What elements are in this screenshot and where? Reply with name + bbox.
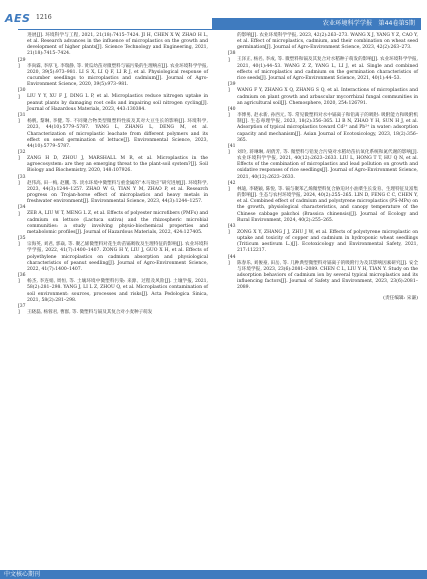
reference-text: 杨杰, 李连娟, 周恒, 等. 土壤环境中微塑料污染: 来源、过程及风险[J]. 土壤学报, 2021, 58(2):281–298. YANG J, LI L Z, ZHOU Q, et al. Microplastics contamination of soil environment: sources, processes and risks[J]. Acta Pedologica Sinica, 2021, 58(2):281–298. — [27, 279, 208, 303]
reference-number: [42] — [228, 180, 236, 192]
editor-note: (责任编辑: 宋谦) — [383, 295, 418, 301]
reference-number: [32] — [18, 149, 26, 162]
reference-number: [43] — [228, 223, 236, 235]
reference-number: [36] — [18, 273, 26, 285]
journal-title-bar: 农业环境科学学报 第44卷第5期 — [212, 18, 421, 29]
reference-entry — [228, 255, 418, 292]
reference-text: 王泽正, 杨名, 李成, 等. 微塑料和镉及其复合对水稻种子萌发的影响[J]. 农业环境科学学报, 2021, 40(1):44–53. WANG Z Z, YANG L, LI J, et al. Single and combined effects of microplastics and cadmium on the germination characteristics of rice seeds[J]. Journal of Agro-Environment Science, 2021, 40(1):44–53. — [237, 57, 418, 82]
reference-number: [34] — [18, 205, 26, 217]
reference-entry — [18, 273, 208, 304]
reference-number: [40] — [228, 106, 236, 119]
reference-text: 陈春乐, 刘俊豪, 田岳, 等. 几种典型微塑料对镉离子的吸附行为及其影响因素研究[J]. 安全与环境学报, 2023, 23(6):2081–2089. CHEN C L, LIU Y H, TIAN Y. Study on the adsorption behaviors of cadmium ion by several typical microplastics and its influencing factors[J]. Journal of Safety and Environment, 2023, 23(6):2081–2089. — [237, 260, 418, 291]
reference-entry — [228, 144, 418, 181]
header-rule — [18, 29, 421, 30]
reference-entry — [18, 58, 208, 89]
reference-text: 宗海英, 刘君, 郭焱, 等. 聚乙烯微塑料对花生幼苗镉吸收及生理特征的影响[J]. 农业环境科学学报, 2022, 41(7):1400–1407. ZONG H Y, LIU J, GUO X H, et al. Effects of polyethylene microplastics on cadmium absorption and physiological characteristics of peanut seedling[J]. Journal of Agro-Environment Science, 2022, 41(7):1400–1407. — [27, 242, 208, 272]
page-number: 1216 — [36, 14, 52, 21]
reference-number: [38] — [228, 51, 236, 63]
reference-column-left — [18, 33, 208, 316]
reference-entry — [228, 82, 418, 107]
reference-entry — [228, 33, 418, 51]
reference-text: 林迪, 李晓颖, 陈悦, 等. 镉与聚苯乙烯微塑料复合胁迫对小油菜生长发育、生理特征及富集的影响[J]. 生态与农村环境学报, 2024, 40(2):255–265. LIN D, FENG C C, CHEN Y, et al. Combined effect of cadmium and polystyrene microplastics (PS-MPs) on the growth, physiological characteristics, and canopy temperature of the Chinese cabbage pakchoi (Brassica chinensis)[J]. Journal of Ecology and Rural Environment, 2024, 40(2):255–265. — [237, 186, 418, 223]
reference-number: [30] — [18, 88, 26, 100]
reference-entry — [228, 181, 418, 224]
reference-number: [41] — [228, 143, 236, 155]
reference-entry — [18, 33, 208, 58]
reference-text: WANG F Y, ZHANG X Q, ZHANG S Q, et al. Interactions of microplastics and cadmium on plant growth and arbuscular mycorrhizal fungal communities in an agricultural soil[J]. Chemosphere, 2020, 254:126791. — [237, 88, 418, 106]
reference-entry — [18, 205, 208, 236]
reference-number: [29] — [18, 57, 26, 69]
reference-number: [31] — [18, 113, 26, 125]
reference-entry — [18, 150, 208, 175]
reference-text: 进展[J]. 环境科学与工程, 2021, 21(18):7415–7424. JI H, CHEN X W, ZHAO H L, et al. Research advances in the influence of microplastics on the growth and development of higher plants[J]. Science Technology and Engineering, 2021, 21(18):7415–7424. — [27, 33, 208, 57]
reference-text: ZEB A, LIU W T, MENG L Z, et al. Effects of polyester microfibers (PMFs) and cadmium on lettuce (Lactuca sativa) and the rhizospheric microbial communities: a study involving physio-biochemical properties and metabolomic profiles[J]. Journal of Hazardous Materials, 2022, 424:127405. — [27, 211, 208, 235]
reference-text: LIU Y Y, XU F J, DING L P, et al. Microplastics reduce nitrogen uptake in peanut plants by damaging root cells and impairing soil nitrogen cycling[J]. Journal of Hazardous Materials, 2023, 443:130384. — [27, 94, 208, 112]
reference-entry — [18, 88, 208, 113]
reference-number: [35] — [18, 236, 26, 248]
reference-text: 赵伟高, 田一梅, 赵鹏, 等. 淡水环境中微塑料与重金属的“木马效应”研究进展[J]. 环境科学, 2023, 44(3):1244–1257. ZHAO W G, TIAN Y M, ZHAO P, et al. Research progress on Trojan-horse effect of microplastics and heavy metals in freshwater environment[J]. Environmental Science, 2023, 44(3):1244–1257. — [27, 180, 208, 205]
reference-entry — [18, 113, 208, 150]
footer-band — [0, 570, 427, 579]
reference-text: 的影响[J]. 农业环境科学学报, 2023, 42(2):263–273. WANG X J, YANG Y Z, CAO Y, et al. Effect of microplastics, cadmium, and their combination on wheat seed germination[J]. Journal of Agro-Environment Science, 2023, 42(2):263–273. — [237, 33, 418, 51]
reference-text: 杨帆, 黎琳, 李健, 等. 不同聚合物类型微塑料性质及其对大豆生长的影响[J]. 环境科学, 2023, 44(10):5779–5787. YANG L, ZHANG L, DENG M, et al. Characterization of microplastic leachate from different polymers and its effect on seed germination of lettuce[J]. Environmental Science, 2023, 44(10):5779–5787. — [27, 119, 208, 149]
reference-entry — [228, 107, 418, 144]
reference-text: 王晓磊, 杨蓉君, 曹群, 等. 微塑料与镉及其复合对小麦种子萌发 — [27, 310, 153, 316]
reference-number: [37] — [18, 303, 26, 316]
reference-number: [39] — [228, 82, 236, 94]
reference-entry — [18, 236, 208, 273]
footer-label: 中文核心期刊 — [4, 571, 41, 578]
reference-entry — [228, 51, 418, 82]
reference-number: [44] — [228, 254, 236, 266]
reference-entry — [18, 175, 208, 206]
reference-text: ZANG H D, ZHOU J, MARSHALL M R, et al. Microplastics in the agroecosystem: are they an emerging threat to the plant-soil system?[J]. Soil Biology and Biochemistry, 2020, 148:107926. — [27, 156, 208, 174]
journal-logo: AES — [5, 12, 31, 25]
reference-text: 李博男, 赵永新, 孙西元, 等. 常见微塑料对水中镉离子和铅离子的吸附: 吸附能力和吸附机制[J]. 生态毒理学报, 2023, 18(2):356–365. LI B N, ZHAO Y H, SUN H J, et al. Adsorption of typical microplastics toward Cd²⁺ and Pb²⁺ in water: adsorption capacity and mechanism[J]. Asian Journal of Ecotoxicology, 2023, 18(2):356–365. — [237, 113, 418, 143]
reference-text: 李尚霖, 李厚飞, 李瑞静, 等. 黄瓜幼苗对微塑料与镉污染的生理响应[J]. 农业环境科学学报, 2020, 39(5):973–981. LI S X, LI Q F, LI R J, et al. Physiological response of cucumber seedlings to microplastics and cadmium[J]. Journal of Agro-Environment Science, 2020, 39(5):973–981. — [27, 63, 208, 88]
reference-text: 刘玲, 蒋琳琳, 胡倩芳, 等. 微塑料与铅复合污染对水稻幼苗抗氧化系统和氮代谢的影响[J]. 农业环境科学学报, 2021, 40(12):2623–2633. LIU L, HONG T T, HU Q N, et al. Effects of the combination of microplastics and lead pollution on growth and oxidative responses of rice seedlings[J]. Journal of Agro-Environment Science, 2021, 40(12):2623–2633. — [237, 149, 418, 180]
reference-text: ZONG X Y, ZHANG J J, ZHU J W, et al. Effects of polystyrene microplastic on uptake and toxicity of copper and cadmium in hydroponic wheat seedlings (Triticum aestivum L.)[J]. Ecotoxicology and Environmental Safety, 2021, 217:112217. — [237, 230, 418, 254]
reference-entry — [18, 304, 208, 316]
reference-column-right — [228, 33, 418, 302]
reference-entry — [228, 224, 418, 255]
reference-number: [33] — [18, 174, 26, 186]
